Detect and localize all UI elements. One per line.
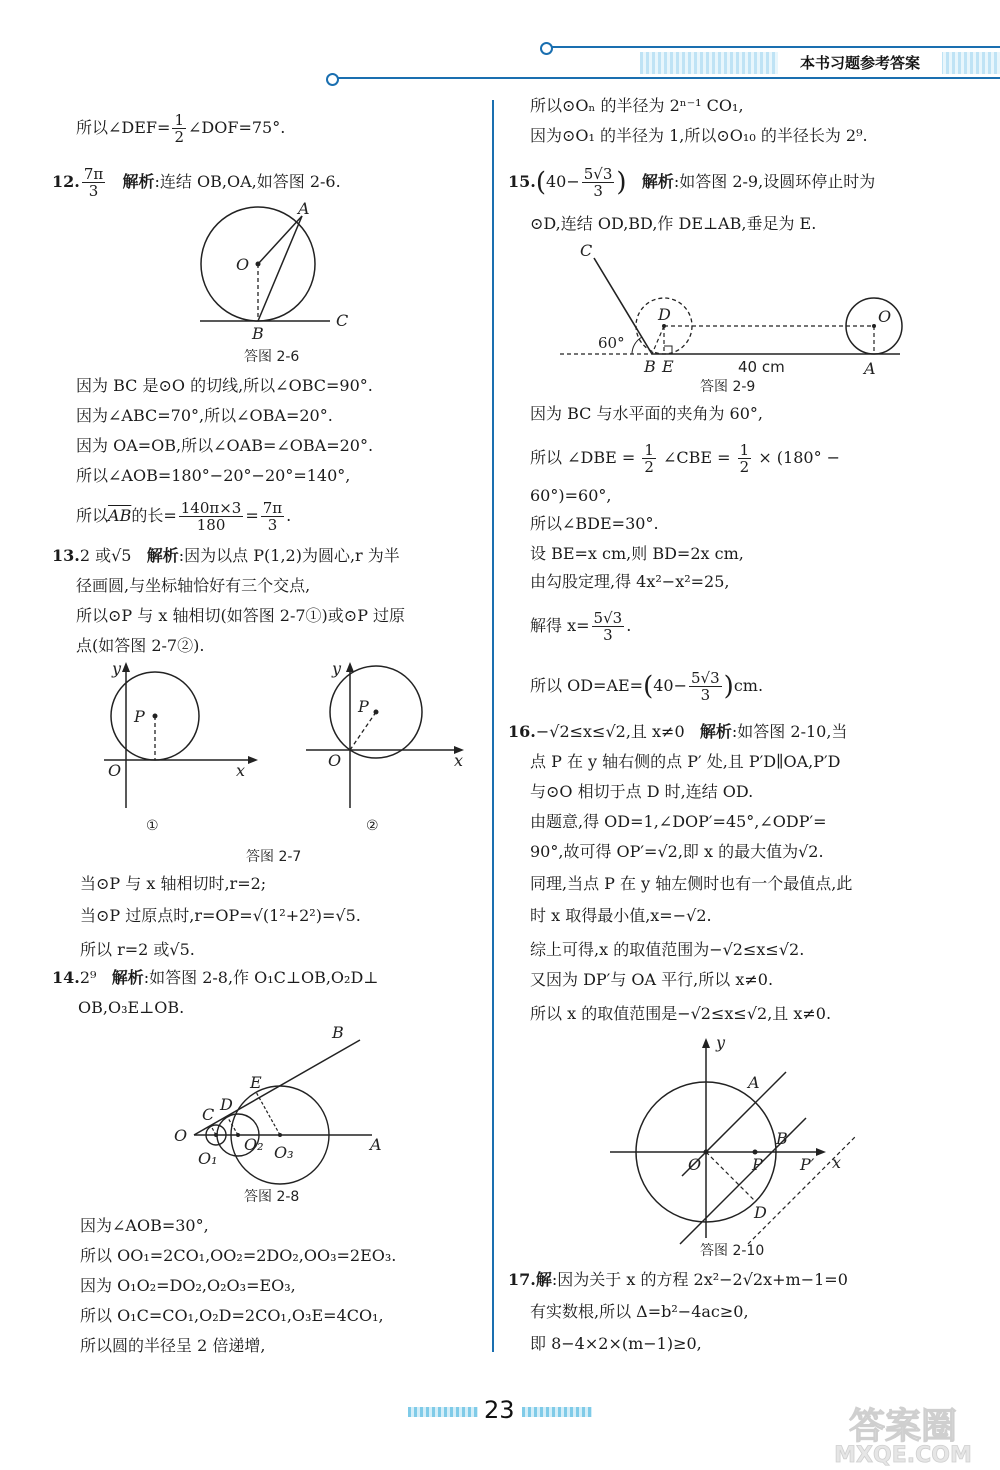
svg-text:MXQE.COM: MXQE.COM xyxy=(834,1443,972,1468)
fig27-label-2: ② xyxy=(366,818,379,834)
svg-text:A: A xyxy=(370,1135,382,1154)
header-dot-top xyxy=(540,42,553,55)
svg-text:A: A xyxy=(298,199,310,218)
caption-2-9: 答图 2-9 xyxy=(700,379,756,395)
r-line1: 所以⊙Oₙ 的半径为 2ⁿ⁻¹ CO₁, xyxy=(530,96,744,115)
q14-l1: 因为∠AOB=30°, xyxy=(80,1216,209,1235)
q12-l4: 所以∠AOB=180°−20°−20°=140°, xyxy=(76,466,351,485)
figure-2-9 xyxy=(560,240,920,380)
svg-text:答案圈: 答案圈 xyxy=(848,1406,958,1447)
svg-text:x: x xyxy=(236,761,246,780)
q15-l8: 所以 OD=AE=(40− $\frac{5√3}{3}$ )cm. xyxy=(530,669,764,704)
q15-line: 15.(40− $\frac{5√3}{3}$ ) 解析:如答图 2-9,设圆环停止时为 xyxy=(508,165,876,200)
q13-t2: 径画圆,与坐标轴恰好有三个交点, xyxy=(76,576,311,595)
svg-text:O: O xyxy=(174,1126,188,1145)
svg-text:E: E xyxy=(250,1073,262,1092)
q17-line: 17.解:因为关于 x 的方程 2x²−2√2x+m−1=0 xyxy=(508,1270,848,1289)
svg-text:60°: 60° xyxy=(598,334,625,352)
svg-text:D: D xyxy=(658,305,671,324)
q15-l4: 所以∠BDE=30°. xyxy=(530,514,659,533)
svg-text:O: O xyxy=(328,751,342,770)
svg-text:y: y xyxy=(716,1033,726,1052)
svg-text:y: y xyxy=(112,659,122,678)
svg-text:40 cm: 40 cm xyxy=(738,358,785,376)
q15-l3: 60°)=60°, xyxy=(530,486,612,505)
svg-text:x: x xyxy=(832,1153,842,1172)
svg-text:B: B xyxy=(776,1129,788,1148)
q16-t6: 同理,当点 P 在 y 轴左侧时也有一个最值点,此 xyxy=(530,874,853,893)
q12-l2: 因为∠ABC=70°,所以∠OBA=20°. xyxy=(76,406,333,425)
svg-text:O: O xyxy=(236,255,250,274)
q15-l2: 所以 ∠DBE = $\frac{1}{2}$ ∠CBE = $\frac{1}{2}$ × (180° − xyxy=(530,441,841,476)
svg-text:D: D xyxy=(220,1095,233,1114)
q12-line: 12. $\frac{7\pi}{3}$ 解析:连结 OB,OA,如答图 2-6. xyxy=(52,165,341,200)
caption-2-7: 答图 2-7 xyxy=(246,849,302,865)
header-rule-bottom xyxy=(334,77,1000,79)
q14-line: 14.2⁹ 解析:如答图 2-8,作 O₁C⊥OB,O₂D⊥ xyxy=(52,968,379,987)
svg-text:A: A xyxy=(864,359,876,378)
header-rule-top xyxy=(548,46,1000,48)
q12-l3: 因为 OA=OB,所以∠OAB=∠OBA=20°. xyxy=(76,436,374,455)
q13-t3: 所以⊙P 与 x 轴相切(如答图 2-7①)或⊙P 过原 xyxy=(76,606,406,625)
q15-l5: 设 BE=x cm,则 BD=2x cm, xyxy=(530,544,744,563)
svg-text:A: A xyxy=(748,1073,760,1092)
q14-l4: 所以 O₁C=CO₁,O₂D=2CO₁,O₃E=4CO₁, xyxy=(80,1306,384,1325)
q15-t2: ⊙D,连结 OD,BD,作 DE⊥AB,垂足为 E. xyxy=(530,214,817,233)
svg-text:B: B xyxy=(252,324,264,343)
q15-l6: 由勾股定理,得 4x²−x²=25, xyxy=(530,572,730,591)
footer-ornament-left xyxy=(408,1407,478,1417)
figure-2-7-2 xyxy=(306,660,471,810)
svg-text:P: P xyxy=(752,1155,763,1174)
figure-2-10 xyxy=(610,1034,870,1240)
line-def: 所以∠DEF= $\frac{1}{2}$ ∠DOF=75°. xyxy=(76,111,286,146)
svg-text:O: O xyxy=(688,1155,702,1174)
q16-t8: 综上可得,x 的取值范围为−√2≤x≤√2. xyxy=(530,940,805,959)
q16-t10: 所以 x 的取值范围是−√2≤x≤√2,且 x≠0. xyxy=(530,1004,832,1023)
header-dot-bottom xyxy=(326,73,339,86)
q12-l5: 所以$\overline{AB}$的长= $\frac{140\pi\times 3}{180}$ = $\frac{7\pi}{3}$ . xyxy=(76,499,292,534)
q16-t4: 由题意,得 OD=1,∠DOP′=45°,∠ODP′= xyxy=(530,812,827,831)
q13-l3: 所以 r=2 或√5. xyxy=(80,940,195,959)
q15-l7: 解得 x= $\frac{5√3}{3}$ . xyxy=(530,609,632,644)
q14-l3: 因为 O₁O₂=DO₂,O₂O₃=EO₃, xyxy=(80,1276,296,1295)
svg-text:E: E xyxy=(662,357,674,376)
caption-2-8: 答图 2-8 xyxy=(244,1189,300,1205)
q16-t3: 与⊙O 相切于点 D 时,连结 OD. xyxy=(530,782,754,801)
q16-line: 16.−√2≤x≤√2,且 x≠0 解析:如答图 2-10,当 xyxy=(508,722,848,741)
q13-t4: 点(如答图 2-7②). xyxy=(76,636,205,655)
svg-text:P: P xyxy=(358,697,369,716)
watermark-logo xyxy=(808,1400,998,1466)
q16-t9: 又因为 DP′与 OA 平行,所以 x≠0. xyxy=(530,970,774,989)
q16-t5: 90°,故可得 OP′=√2,即 x 的最大值为√2. xyxy=(530,842,824,861)
svg-text:O₁: O₁ xyxy=(198,1149,218,1168)
header-title: 本书习题参考答案 xyxy=(778,51,942,75)
svg-text:B: B xyxy=(332,1023,344,1042)
caption-2-10: 答图 2-10 xyxy=(700,1243,765,1259)
caption-2-6: 答图 2-6 xyxy=(244,349,300,365)
footer-ornament-right xyxy=(522,1407,592,1417)
svg-text:C: C xyxy=(580,241,593,260)
svg-text:O₃: O₃ xyxy=(274,1143,294,1162)
svg-text:x: x xyxy=(454,751,464,770)
q16-t2: 点 P 在 y 轴右侧的点 P′ 处,且 P′D∥OA,P′D xyxy=(530,752,841,771)
q14-l5: 所以圆的半径呈 2 倍递增, xyxy=(80,1336,266,1355)
svg-text:P: P xyxy=(134,707,145,726)
q16-t7: 时 x 取得最小值,x=−√2. xyxy=(530,906,712,925)
q17-t2: 有实数根,所以 Δ=b²−4ac≥0, xyxy=(530,1302,749,1321)
q17-t3: 即 8−4×2×(m−1)≥0, xyxy=(530,1334,702,1353)
q12-l1: 因为 BC 是⊙O 的切线,所以∠OBC=90°. xyxy=(76,376,373,395)
column-divider xyxy=(492,100,494,1352)
svg-text:B: B xyxy=(644,357,656,376)
q14-t2: OB,O₃E⊥OB. xyxy=(78,998,185,1017)
q14-l2: 所以 OO₁=2CO₁,OO₂=2DO₂,OO₃=2EO₃. xyxy=(80,1246,397,1265)
q13-l2: 当⊙P 过原点时,r=OP=√(1²+2²)=√5. xyxy=(80,906,361,925)
page-number: 23 xyxy=(484,1396,515,1424)
figure-2-8 xyxy=(170,1020,400,1180)
svg-text:O₂: O₂ xyxy=(244,1135,264,1154)
svg-text:y: y xyxy=(332,659,342,678)
q15-l1: 因为 BC 与水平面的夹角为 60°, xyxy=(530,404,764,423)
svg-text:O: O xyxy=(878,307,892,326)
svg-text:O: O xyxy=(108,761,122,780)
svg-text:C: C xyxy=(336,311,349,330)
q13-line: 13.2 或√5 解析:因为以点 P(1,2)为圆心,r 为半 xyxy=(52,546,400,565)
fig27-label-1: ① xyxy=(146,818,159,834)
r-line2: 因为⊙O₁ 的半径为 1,所以⊙O₁₀ 的半径长为 2⁹. xyxy=(530,126,868,145)
svg-text:P′: P′ xyxy=(800,1155,815,1174)
svg-text:D: D xyxy=(754,1203,767,1222)
q13-l1: 当⊙P 与 x 轴相切时,r=2; xyxy=(80,874,267,893)
figure-2-7-1 xyxy=(104,660,264,810)
figure-2-6 xyxy=(190,200,360,345)
svg-text:C: C xyxy=(202,1105,215,1124)
